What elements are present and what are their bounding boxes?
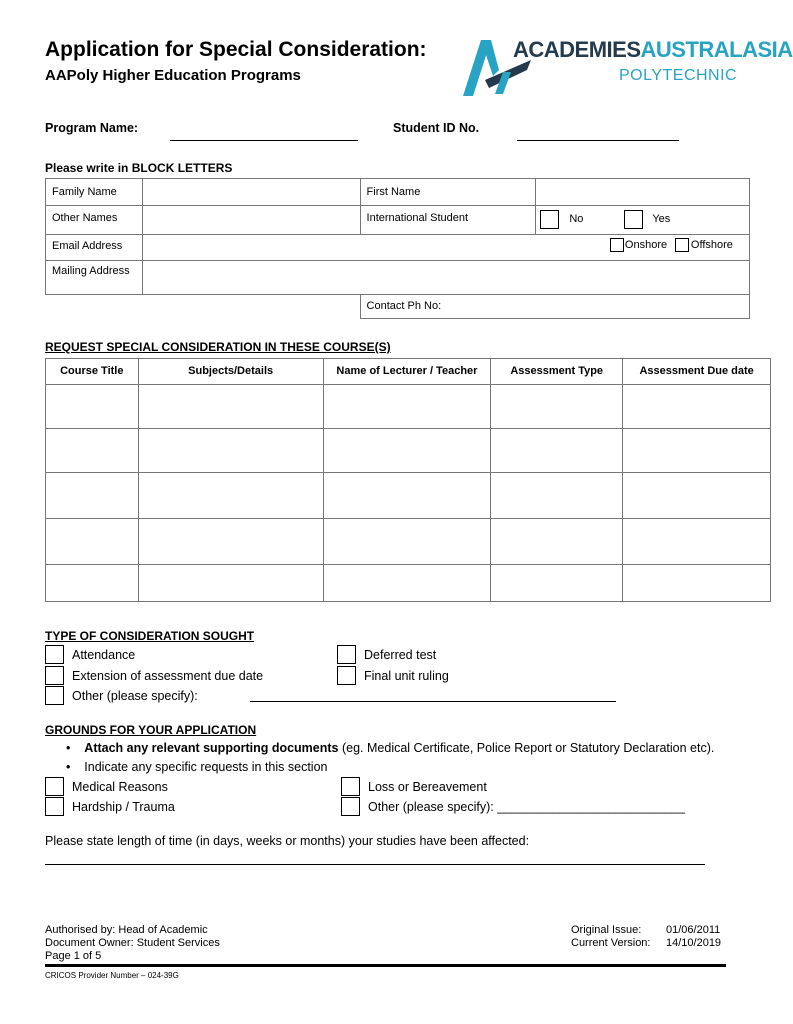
- hardship-checkbox[interactable]: [45, 797, 64, 816]
- table-row: [46, 385, 771, 429]
- student-id-label: Student ID No.: [393, 121, 480, 135]
- logo: [455, 36, 793, 100]
- medical-label: Medical Reasons: [72, 779, 168, 794]
- table-cell[interactable]: [138, 385, 323, 429]
- table-cell[interactable]: [46, 519, 139, 565]
- attendance-label: Attendance: [72, 647, 136, 662]
- personal-details-table: [45, 178, 750, 319]
- bullet1-rest: (eg. Medical Certificate, Police Report or Statutory Declaration etc).: [338, 741, 715, 755]
- grounds-other-label: Other (please specify): ___________________________: [368, 799, 685, 814]
- email-label: Email Address: [46, 235, 143, 261]
- length-question: Please state length of time (in days, weeks or months) your studies have been affected:: [45, 834, 530, 848]
- program-name-field[interactable]: [170, 140, 358, 141]
- logo-word-academies: ACADEMIES: [513, 37, 641, 62]
- final-ruling-checkbox[interactable]: [337, 666, 356, 685]
- international-student-label: International Student: [360, 206, 536, 235]
- extension-label: Extension of assessment due date: [72, 668, 264, 683]
- offshore-checkbox[interactable]: [675, 238, 689, 252]
- table-cell[interactable]: [138, 429, 323, 473]
- grounds-bullet-2: [66, 760, 327, 774]
- footer-left: [45, 924, 220, 963]
- mailing-address-field[interactable]: [142, 261, 749, 295]
- table-cell[interactable]: [323, 519, 490, 565]
- bullet-icon: •: [66, 741, 71, 755]
- consideration-other-checkbox[interactable]: [45, 686, 64, 705]
- bullet2-text: Indicate any specific requests in this section: [84, 760, 328, 774]
- table-cell[interactable]: [323, 565, 490, 602]
- table-cell[interactable]: [491, 429, 623, 473]
- medical-checkbox[interactable]: [45, 777, 64, 796]
- footer-owner: Document Owner: Student Services: [45, 937, 220, 949]
- grounds-other-option[interactable]: [341, 797, 685, 816]
- table-cell[interactable]: [46, 385, 139, 429]
- deferred-option[interactable]: [337, 645, 436, 664]
- table-cell[interactable]: [46, 429, 139, 473]
- bullet1-bold: Attach any relevant supporting documents: [84, 741, 339, 755]
- table-row: [46, 519, 771, 565]
- table-row: [46, 565, 771, 602]
- table-cell[interactable]: [491, 565, 623, 602]
- table-cell[interactable]: [46, 473, 139, 519]
- table-cell[interactable]: [623, 519, 771, 565]
- onshore-checkbox[interactable]: [610, 238, 624, 252]
- international-yes-checkbox[interactable]: [624, 210, 643, 229]
- international-no-checkbox[interactable]: [540, 210, 559, 229]
- current-version-label: Current Version:: [571, 937, 651, 949]
- footer-page: Page 1 of 5: [45, 950, 102, 962]
- table-cell[interactable]: [623, 473, 771, 519]
- table-cell[interactable]: [491, 519, 623, 565]
- table-cell[interactable]: [323, 473, 490, 519]
- international-no-label: No: [569, 213, 584, 225]
- extension-option[interactable]: [45, 666, 263, 685]
- table-cell[interactable]: [46, 565, 139, 602]
- table-cell[interactable]: [623, 385, 771, 429]
- table-cell[interactable]: [138, 565, 323, 602]
- consideration-other-option[interactable]: [45, 686, 198, 705]
- courses-heading: REQUEST SPECIAL CONSIDERATION IN THESE COURSE(S): [45, 340, 391, 354]
- hardship-label: Hardship / Trauma: [72, 799, 175, 814]
- deferred-checkbox[interactable]: [337, 645, 356, 664]
- contact-blank: [46, 295, 361, 319]
- grounds-other-checkbox[interactable]: [341, 797, 360, 816]
- page-subtitle: AAPoly Higher Education Programs: [45, 67, 301, 84]
- table-cell[interactable]: [323, 429, 490, 473]
- final-ruling-label: Final unit ruling: [364, 668, 449, 683]
- bullet-icon: •: [66, 760, 71, 774]
- footer-divider: [45, 964, 726, 967]
- consideration-other-label: Other (please specify):: [72, 688, 198, 703]
- extension-checkbox[interactable]: [45, 666, 64, 685]
- deferred-label: Deferred test: [364, 647, 437, 662]
- table-cell[interactable]: [491, 385, 623, 429]
- email-field[interactable]: [142, 235, 749, 261]
- other-names-field[interactable]: [142, 206, 360, 235]
- hardship-option[interactable]: [45, 797, 175, 816]
- first-name-field[interactable]: [536, 179, 750, 206]
- col-due-date: Assessment Due date: [623, 359, 771, 385]
- cricos-number: CRICOS Provider Number – 024-39G: [45, 971, 179, 980]
- col-lecturer: Name of Lecturer / Teacher: [323, 359, 490, 385]
- table-row: [46, 429, 771, 473]
- offshore-label: Offshore: [690, 239, 733, 251]
- block-letters-instruction: Please write in BLOCK LETTERS: [45, 161, 233, 175]
- logo-sub: POLYTECHNIC: [619, 67, 738, 84]
- table-cell[interactable]: [491, 473, 623, 519]
- grounds-bullet-1: [66, 741, 714, 755]
- attendance-option[interactable]: [45, 645, 135, 664]
- loss-checkbox[interactable]: [341, 777, 360, 796]
- table-cell[interactable]: [138, 519, 323, 565]
- medical-option[interactable]: [45, 777, 168, 796]
- attendance-checkbox[interactable]: [45, 645, 64, 664]
- consideration-other-field[interactable]: [250, 701, 616, 702]
- contact-phone-field[interactable]: [360, 295, 749, 319]
- onshore-label: Onshore: [624, 239, 668, 251]
- international-yes-label: Yes: [652, 213, 671, 225]
- table-row: [46, 473, 771, 519]
- other-names-label: Other Names: [46, 206, 143, 235]
- program-name-label: Program Name:: [45, 121, 139, 135]
- consideration-heading: TYPE OF CONSIDERATION SOUGHT: [45, 629, 255, 643]
- col-subjects-details: Subjects/Details: [138, 359, 323, 385]
- table-cell[interactable]: [623, 565, 771, 602]
- courses-table: [45, 358, 771, 602]
- family-name-field[interactable]: [142, 179, 360, 206]
- loss-label: Loss or Bereavement: [368, 779, 487, 794]
- mailing-address-label: Mailing Address: [46, 261, 143, 295]
- final-ruling-option[interactable]: [337, 666, 449, 685]
- col-assessment-type: Assessment Type: [491, 359, 623, 385]
- original-issue-date: 01/06/2011: [666, 924, 721, 936]
- table-cell[interactable]: [138, 473, 323, 519]
- logo-word-australasia: AUSTRALASIA: [640, 37, 793, 62]
- length-answer-field[interactable]: [45, 864, 705, 865]
- footer-right: [571, 924, 721, 950]
- original-issue-label: Original Issue:: [571, 924, 642, 936]
- first-name-label: First Name: [360, 179, 536, 206]
- col-course-title: Course Title: [46, 359, 139, 385]
- current-version-date: 14/10/2019: [666, 937, 722, 949]
- footer-authorised: Authorised by: Head of Academic: [45, 924, 208, 936]
- loss-option[interactable]: [341, 777, 487, 796]
- table-cell[interactable]: [623, 429, 771, 473]
- contact-phone-label: Contact Ph No:: [366, 300, 442, 312]
- family-name-label: Family Name: [46, 179, 143, 206]
- student-id-field[interactable]: [517, 140, 679, 141]
- page-title: Application for Special Consideration:: [45, 38, 427, 61]
- grounds-heading: GROUNDS FOR YOUR APPLICATION: [45, 723, 257, 737]
- table-cell[interactable]: [323, 385, 490, 429]
- international-options: [536, 206, 750, 235]
